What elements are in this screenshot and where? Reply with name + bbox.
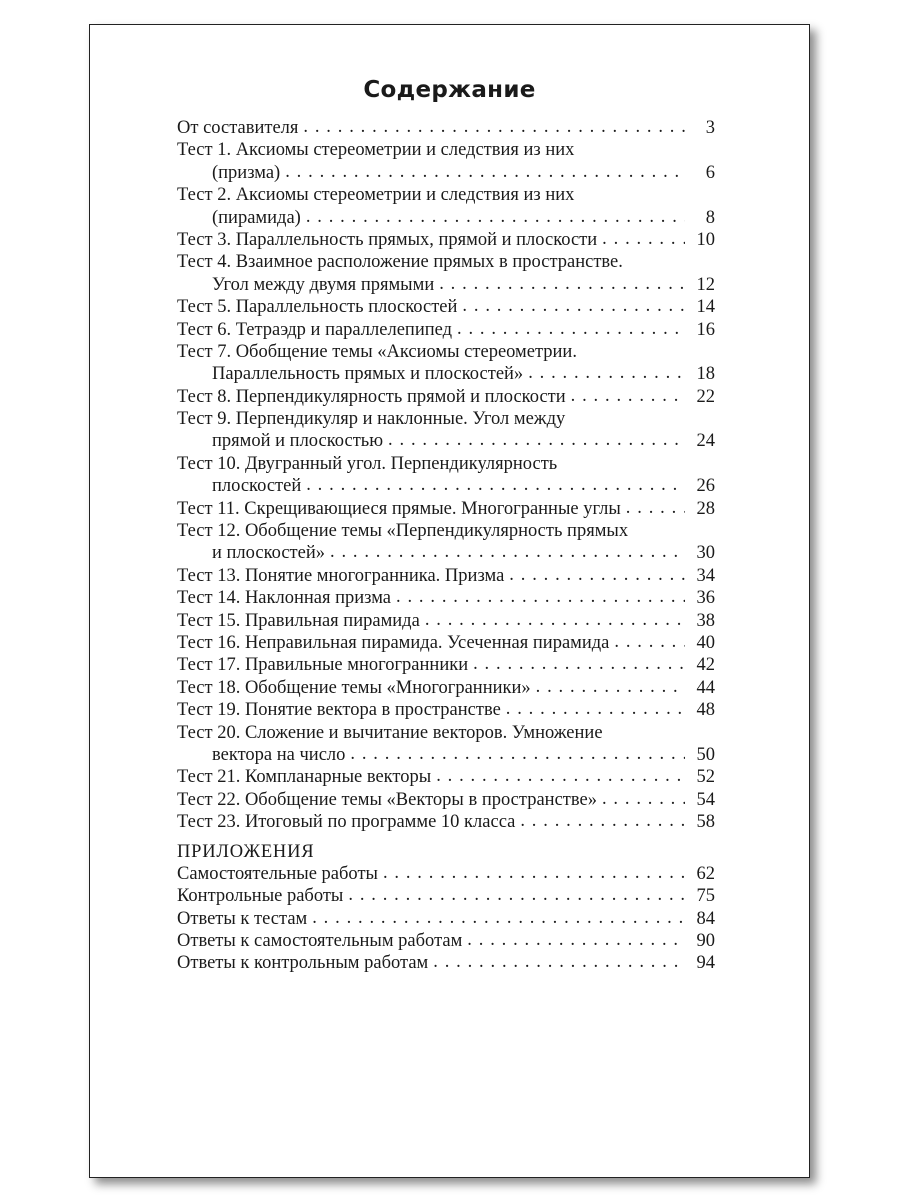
entry-line <box>177 863 715 885</box>
toc-entry <box>177 565 715 587</box>
page-number: 28 <box>696 498 715 519</box>
dot-leader <box>348 885 685 906</box>
entry-title: Параллельность прямых и плоскостей» <box>212 364 524 385</box>
entry-line <box>177 296 715 318</box>
toc-entry <box>177 408 715 453</box>
dot-leader <box>571 386 685 407</box>
page-number: 26 <box>696 476 715 497</box>
entry-title: Тест 13. Понятие многогранника. Призма <box>177 565 505 586</box>
toc-entry <box>177 117 715 139</box>
entry-line <box>177 453 715 475</box>
entry-title: От составителя <box>177 118 299 138</box>
dot-leader <box>383 863 685 884</box>
toc-entry <box>177 251 715 296</box>
page-number: 84 <box>696 908 715 929</box>
entry-title: Тест 23. Итоговый по программе 10 класса <box>177 812 516 833</box>
entry-line <box>177 319 715 341</box>
page-number: 8 <box>705 207 715 228</box>
appendix-entry <box>177 885 715 907</box>
entry-title: Тест 17. Правильные многогранники <box>177 655 469 676</box>
entry-title: Угол между двумя прямыми <box>212 274 435 295</box>
entry-continuation-line <box>177 162 715 184</box>
dot-leader <box>614 632 685 653</box>
toc-main-list <box>177 117 715 834</box>
entry-line <box>177 811 715 833</box>
toc-entry <box>177 632 715 654</box>
table-of-contents <box>177 117 715 975</box>
entry-title: Ответы к тестам <box>177 908 308 929</box>
page-number: 14 <box>696 297 715 318</box>
page-number: 54 <box>696 789 715 810</box>
toc-entry <box>177 520 715 565</box>
entry-title: Тест 14. Наклонная призма <box>177 588 392 609</box>
toc-entry <box>177 811 715 833</box>
dot-leader <box>285 162 685 183</box>
entry-line <box>177 117 715 139</box>
dot-leader <box>536 677 685 698</box>
entry-line <box>177 722 715 744</box>
toc-entry <box>177 766 715 788</box>
page-number: 18 <box>696 364 715 385</box>
page-number: 40 <box>696 632 715 653</box>
toc-entry <box>177 789 715 811</box>
entry-continuation-line <box>177 744 715 766</box>
dot-leader <box>509 565 685 586</box>
page-number: 50 <box>696 744 715 765</box>
entry-line <box>177 139 715 161</box>
dot-leader <box>306 207 685 228</box>
page-number: 62 <box>696 863 715 884</box>
entry-title: вектора на число <box>212 744 346 765</box>
dot-leader <box>506 699 685 720</box>
toc-entry <box>177 386 715 408</box>
page-number: 52 <box>696 767 715 788</box>
entry-title: Тест 10. Двугранный угол. Перпендикулярность <box>177 453 558 474</box>
toc-entry <box>177 453 715 498</box>
toc-entry <box>177 722 715 767</box>
entry-line <box>177 885 715 907</box>
entry-title: Тест 6. Тетраэдр и параллелепипед <box>177 319 452 340</box>
entry-title: Тест 7. Обобщение темы «Аксиомы стереометрии. <box>177 341 577 362</box>
page-number: 36 <box>696 588 715 609</box>
entry-line <box>177 654 715 676</box>
page-number: 42 <box>696 655 715 676</box>
dot-leader <box>457 319 685 340</box>
entry-title: Тест 11. Скрещивающиеся прямые. Многогранные углы <box>177 498 621 519</box>
dot-leader <box>303 117 685 138</box>
entry-continuation-line <box>177 207 715 229</box>
entry-title: и плоскостей» <box>212 543 325 564</box>
entry-title: Тест 22. Обобщение темы «Векторы в пространстве» <box>177 789 597 810</box>
page-number: 22 <box>696 386 715 407</box>
entry-title: Тест 19. Понятие вектора в пространстве <box>177 700 501 721</box>
entry-line <box>177 251 715 273</box>
page-number: 48 <box>696 700 715 721</box>
entry-title: Тест 5. Параллельность плоскостей <box>177 297 458 318</box>
appendix-entry <box>177 908 715 930</box>
entry-title: Тест 2. Аксиомы стереометрии и следствия из них <box>177 185 575 206</box>
entry-title: прямой и плоскостью <box>212 431 384 452</box>
page-number: 90 <box>696 931 715 952</box>
entry-title: Самостоятельные работы <box>177 863 378 884</box>
toc-entry <box>177 184 715 229</box>
toc-entry <box>177 229 715 251</box>
toc-entry <box>177 139 715 184</box>
entry-title: (пирамида) <box>212 207 301 228</box>
book-page <box>89 24 810 1178</box>
dot-leader <box>396 587 685 608</box>
appendix-entry <box>177 863 715 885</box>
toc-entry <box>177 699 715 721</box>
entry-line <box>177 699 715 721</box>
entry-line <box>177 520 715 542</box>
entry-line <box>177 632 715 654</box>
page-number: 24 <box>696 431 715 452</box>
dot-leader <box>388 430 685 451</box>
page-number: 3 <box>705 118 715 138</box>
entry-continuation-line <box>177 430 715 452</box>
entry-line <box>177 498 715 520</box>
entry-continuation-line <box>177 475 715 497</box>
entry-title: Тест 15. Правильная пирамида <box>177 610 420 631</box>
dot-leader <box>626 498 685 519</box>
entry-title: Ответы к контрольным работам <box>177 953 429 974</box>
toc-entry <box>177 677 715 699</box>
entry-line <box>177 930 715 952</box>
page-number: 16 <box>696 319 715 340</box>
entry-line <box>177 789 715 811</box>
dot-leader <box>528 363 685 384</box>
entry-line <box>177 341 715 363</box>
dot-leader <box>467 930 685 951</box>
entry-title: Тест 1. Аксиомы стереометрии и следствия из них <box>177 140 575 161</box>
entry-title: Контрольные работы <box>177 886 344 907</box>
entry-line <box>177 386 715 408</box>
dot-leader <box>462 296 685 317</box>
entry-title: Тест 3. Параллельность прямых, прямой и плоскости <box>177 229 598 250</box>
entry-line <box>177 229 715 251</box>
entry-title: Тест 21. Компланарные векторы <box>177 767 432 788</box>
dot-leader <box>602 229 685 250</box>
page-number: 75 <box>696 886 715 907</box>
dot-leader <box>436 766 685 787</box>
entry-title: Тест 8. Перпендикулярность прямой и плоскости <box>177 386 566 407</box>
dot-leader <box>312 908 685 929</box>
entry-title: Тест 9. Перпендикуляр и наклонные. Угол между <box>177 409 566 430</box>
dot-leader <box>306 475 685 496</box>
page-number: 58 <box>696 812 715 833</box>
entry-continuation-line <box>177 542 715 564</box>
entry-title: Тест 18. Обобщение темы «Многогранники» <box>177 677 531 698</box>
entry-title: плоскостей <box>212 476 302 497</box>
dot-leader <box>439 274 685 295</box>
toc-entry <box>177 610 715 632</box>
toc-entry <box>177 319 715 341</box>
dot-leader <box>350 744 685 765</box>
page-number: 12 <box>696 274 715 295</box>
appendix-entry <box>177 952 715 974</box>
entry-title: Тест 12. Обобщение темы «Перпендикулярность прямых <box>177 521 629 542</box>
appendix-entry <box>177 930 715 952</box>
entry-line <box>177 408 715 430</box>
dot-leader <box>602 789 685 810</box>
dot-leader <box>425 610 685 631</box>
entry-line <box>177 587 715 609</box>
page-number: 94 <box>696 953 715 974</box>
entry-title: Тест 4. Взаимное расположение прямых в пространстве. <box>177 252 623 273</box>
entry-line <box>177 908 715 930</box>
dot-leader <box>473 654 685 675</box>
page-number: 38 <box>696 610 715 631</box>
toc-entry <box>177 296 715 318</box>
entry-continuation-line <box>177 363 715 385</box>
entry-line <box>177 565 715 587</box>
toc-entry <box>177 654 715 676</box>
entry-line <box>177 610 715 632</box>
toc-entry <box>177 341 715 386</box>
toc-appendix-list <box>177 863 715 975</box>
page-title: Содержание <box>363 77 536 103</box>
entry-continuation-line <box>177 274 715 296</box>
page-number: 30 <box>696 543 715 564</box>
entry-title: Тест 16. Неправильная пирамида. Усеченная пирамида <box>177 632 610 653</box>
entry-line <box>177 184 715 206</box>
appendix-heading: ПРИЛОЖЕНИЯ <box>177 841 315 862</box>
dot-leader <box>330 542 685 563</box>
page-number: 34 <box>696 565 715 586</box>
entry-line <box>177 766 715 788</box>
dot-leader <box>433 952 685 973</box>
page-number: 6 <box>705 162 715 183</box>
page-number: 44 <box>696 677 715 698</box>
page-number: 10 <box>696 229 715 250</box>
toc-entry <box>177 498 715 520</box>
entry-line <box>177 677 715 699</box>
entry-title: Тест 20. Сложение и вычитание векторов. Умножение <box>177 722 603 743</box>
entry-title: (призма) <box>212 162 281 183</box>
entry-line <box>177 952 715 974</box>
dot-leader <box>520 811 685 832</box>
entry-title: Ответы к самостоятельным работам <box>177 931 463 952</box>
toc-entry <box>177 587 715 609</box>
